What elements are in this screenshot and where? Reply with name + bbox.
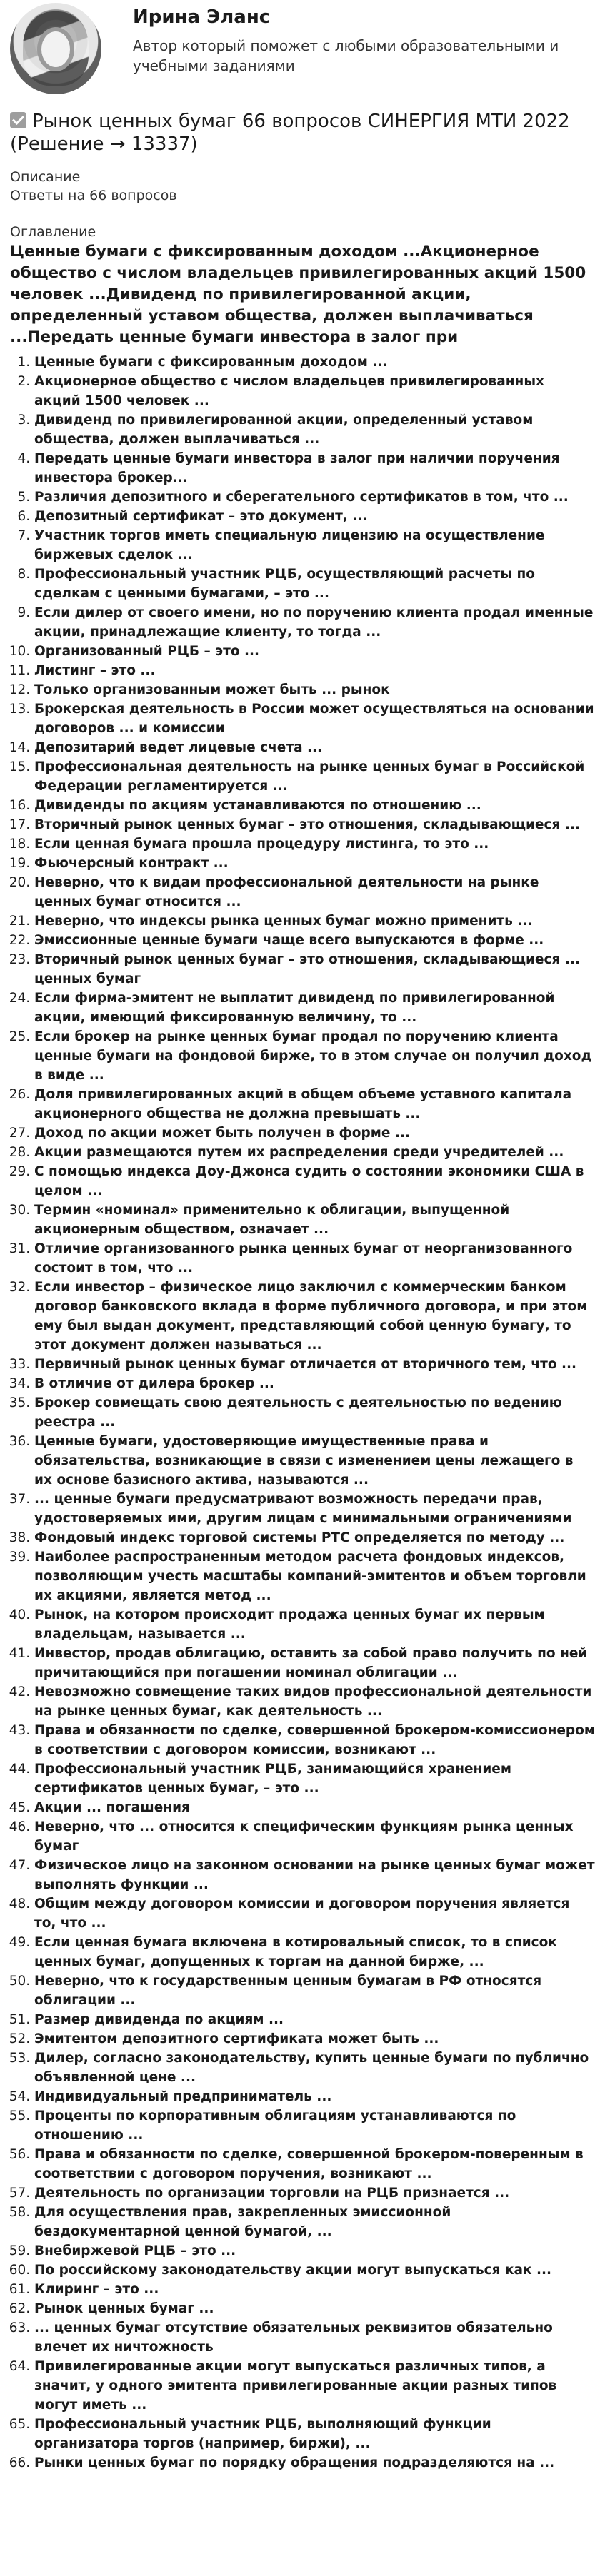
toc-item: 24. Если фирма-эмитент не выплатит дивиденд по привилегированной акции, имеющий фиксированную величину, то ... [34,989,595,1027]
author-description: Автор который поможет с любыми образовательными и учебными заданиями [133,37,559,74]
toc-item: 45. Акции ... погашения [34,1798,595,1817]
toc-item: 57. Деятельность по организации торговли на РЦБ признается ... [34,2183,595,2203]
toc-item: 5. Различия депозитного и сберегательного сертификатов в том, что ... [34,488,595,507]
toc-item: 40. Рынок, на котором происходит продажа ценных бумаг их первым владельцам, называется ... [34,1605,595,1644]
toc-item: 56. Права и обязанности по сделке, совершенной брокером-поверенным в соответствии с договором поручения, возникают ... [34,2145,595,2183]
toc-item: 51. Размер дивиденда по акциям ... [34,2010,595,2029]
toc-item: 35. Брокер совмещать свою деятельность с деятельностью по ведению реестра ... [34,1393,595,1432]
page-title [0,94,605,156]
author-name[interactable]: Ирина Эланс [133,6,271,28]
description-label: Описание [10,169,81,185]
toc-item: 37. ... ценные бумаги предусматривают возможность передачи прав, удостоверяемых ими, другим лицам с минимальными ограничениями [34,1490,595,1528]
toc-item: 50. Неверно, что к государственным ценным бумагам в РФ относятся облигации ... [34,1971,595,2010]
toc-item: 15. Профессиональная деятельность на рынке ценных бумаг в Российской Федерации регламентируется ... [34,757,595,796]
toc-label: Оглавление [10,224,96,240]
toc-item: 65. Профессиональный участник РЦБ, выполняющий функции организатора торгов (например, биржи), ... [34,2415,595,2453]
toc-item: 61. Клиринг – это ... [34,2280,595,2299]
toc-item: 38. Фондовый индекс торговой системы РТС определяется по методу ... [34,1528,595,1547]
toc-item: 55. Проценты по корпоративным облигациям устанавливаются по отношению ... [34,2106,595,2145]
toc-item: 4. Передать ценные бумаги инвестора в залог при наличии поручения инвестора брокер... [34,449,595,488]
avatar[interactable] [10,3,101,94]
toc-item: 10. Организованный РЦБ – это ... [34,642,595,661]
toc-item: 59. Внебиржевой РЦБ – это ... [34,2241,595,2261]
toc-heading: Ценные бумаги с фиксированным доходом ...Акционерное общество с числом владельцев привилегированных акций 1500 человек ...Дивиденд по привилегированной акции, определенный уставом общества, должен выплачиваться ...Передать ценные бумаги инвестора в залог при [10,243,586,346]
toc-item: 41. Инвестор, продав облигацию, оставить за собой право получить по ней причитающийся при погашении номинал облигации ... [34,1644,595,1682]
toc-item: 62. Рынок ценных бумаг ... [34,2299,595,2318]
toc-item: 22. Эмиссионные ценные бумаги чаще всего выпускаются в форме ... [34,931,595,950]
toc-item: 3. Дивиденд по привилегированной акции, определенный уставом общества, должен выплачиваться ... [34,410,595,449]
toc-item: 18. Если ценная бумага прошла процедуру листинга, то это ... [34,834,595,854]
toc-item: 12. Только организованным может быть ... рынок [34,680,595,699]
toc-item: 64. Привилегированные акции могут выпускаться различных типов, а значит, у одного эмитента привилегированные акции разных типов могут иметь ... [34,2357,595,2415]
toc-item: 29. С помощью индекса Доу-Джонса судить о состоянии экономики США в целом ... [34,1162,595,1201]
toc-item: 39. Наиболее распространенным методом расчета фондовых индексов, позволяющим учесть масштабы компаний-эмитентов и объем торговли их акциями, является метод ... [34,1547,595,1605]
toc-item: 11. Листинг – это ... [34,661,595,680]
author-info [133,3,576,76]
toc-item: 32. Если инвестор – физическое лицо заключил с коммерческим банком договор банковского вклада в форме публичного договора, и при этом ему был выдан документ, представляющий собой ценную бумагу, то этот документ должен называться ... [34,1278,595,1355]
toc-item: 13. Брокерская деятельность в России может осуществляться на основании договоров ... и комиссии [34,699,595,738]
toc-item: 63. ... ценных бумаг отсутствие обязательных реквизитов обязательно влечет их ничтожность [34,2318,595,2357]
toc-item: 49. Если ценная бумага включена в котировальный список, то в список ценных бумаг, допущенных к торгам на данной бирже, ... [34,1933,595,1971]
toc-item: 27. Доход по акции может быть получен в форме ... [34,1123,595,1143]
toc-item: 25. Если брокер на рынке ценных бумаг продал по поручению клиента ценные бумаги на фондовой бирже, то в этом случае он получил доход в виде ... [34,1027,595,1085]
toc-item: 30. Термин «номинал» применительно к облигации, выпущенной акционерным обществом, означает ... [34,1201,595,1239]
toc-item: 21. Неверно, что индексы рынка ценных бумаг можно применить ... [34,911,595,931]
toc-item: 46. Неверно, что ... относится к специфическим функциям рынка ценных бумаг [34,1817,595,1856]
toc-item: 9. Если дилер от своего имени, но по поручению клиента продал именные акции, принадлежащие клиенту, то тогда ... [34,603,595,642]
toc-item: 23. Вторичный рынок ценных бумаг – это отношения, складывающиеся ... ценных бумаг [34,950,595,989]
toc-item: 1. Ценные бумаги с фиксированным доходом ... [34,353,595,372]
toc-item: 7. Участник торгов иметь специальную лицензию на осуществление биржевых сделок ... [34,526,595,565]
toc-item: 44. Профессиональный участник РЦБ, занимающийся хранением сертификатов ценных бумаг, – это ... [34,1759,595,1798]
toc-item: 8. Профессиональный участник РЦБ, осуществляющий расчеты по сделкам с ценными бумагами, – это ... [34,565,595,603]
toc-item: 33. Первичный рынок ценных бумаг отличается от вторичного тем, что ... [34,1355,595,1374]
check-icon [10,112,26,128]
toc-item: 36. Ценные бумаги, удостоверяющие имущественные права и обязательства, возникающие в связи с изменением цены лежащего в их основе базисного актива, называются ... [34,1432,595,1490]
toc-item: 26. Доля привилегированных акций в общем объеме уставного капитала акционерного общества не должна превышать ... [34,1085,595,1123]
toc-item: 17. Вторичный рынок ценных бумаг – это отношения, складывающиеся ... [34,815,595,834]
toc-item: 6. Депозитный сертификат – это документ, ... [34,507,595,526]
toc-list [0,353,605,2473]
toc-item: 48. Общим между договором комиссии и договором поручения является то, что ... [34,1894,595,1933]
toc-item: 20. Неверно, что к видам профессиональной деятельности на рынке ценных бумаг относится ... [34,873,595,911]
toc-item: 53. Дилер, согласно законодательству, купить ценные бумаги по публично объявленной цене ... [34,2049,595,2087]
toc-item: 47. Физическое лицо на законном основании на рынке ценных бумаг может выполнять функции ... [34,1856,595,1894]
author-card [0,0,605,94]
toc-item: 58. Для осуществления прав, закрепленных эмиссионной бездокументарной ценной бумагой, ... [34,2203,595,2241]
toc-item: 14. Депозитарий ведет лицевые счета ... [34,738,595,757]
toc-item: 42. Невозможно совмещение таких видов профессиональной деятельности на рынке ценных бумаг, как деятельность ... [34,1682,595,1721]
toc-item: 19. Фьючерсный контракт ... [34,854,595,873]
toc-item: 54. Индивидуальный предприниматель ... [34,2087,595,2106]
toc-item: 60. По российскому законодательству акции могут выпускаться как ... [34,2261,595,2280]
toc-item: 16. Дивиденды по акциям устанавливаются по отношению ... [34,796,595,815]
description-value: Ответы на 66 вопросов [10,188,177,203]
page-title-text: Рынок ценных бумаг 66 вопросов СИНЕРГИЯ МТИ 2022 (Решение → 13337) [10,111,570,155]
toc-item: 34. В отличие от дилера брокер ... [34,1374,595,1393]
toc-item: 28. Акции размещаются путем их распределения среди учредителей ... [34,1143,595,1162]
toc-item: 66. Рынки ценных бумаг по порядку обращения подразделяются на ... [34,2453,595,2473]
toc-item: 52. Эмитентом депозитного сертификата может быть ... [34,2029,595,2049]
toc-item: 31. Отличие организованного рынка ценных бумаг от неорганизованного состоит в том, что ... [34,1239,595,1278]
toc-item: 43. Права и обязанности по сделке, совершенной брокером-комиссионером в соответствии с договором комиссии, возникают ... [34,1721,595,1759]
toc-item: 2. Акционерное общество с числом владельцев привилегированных акций 1500 человек ... [34,372,595,410]
